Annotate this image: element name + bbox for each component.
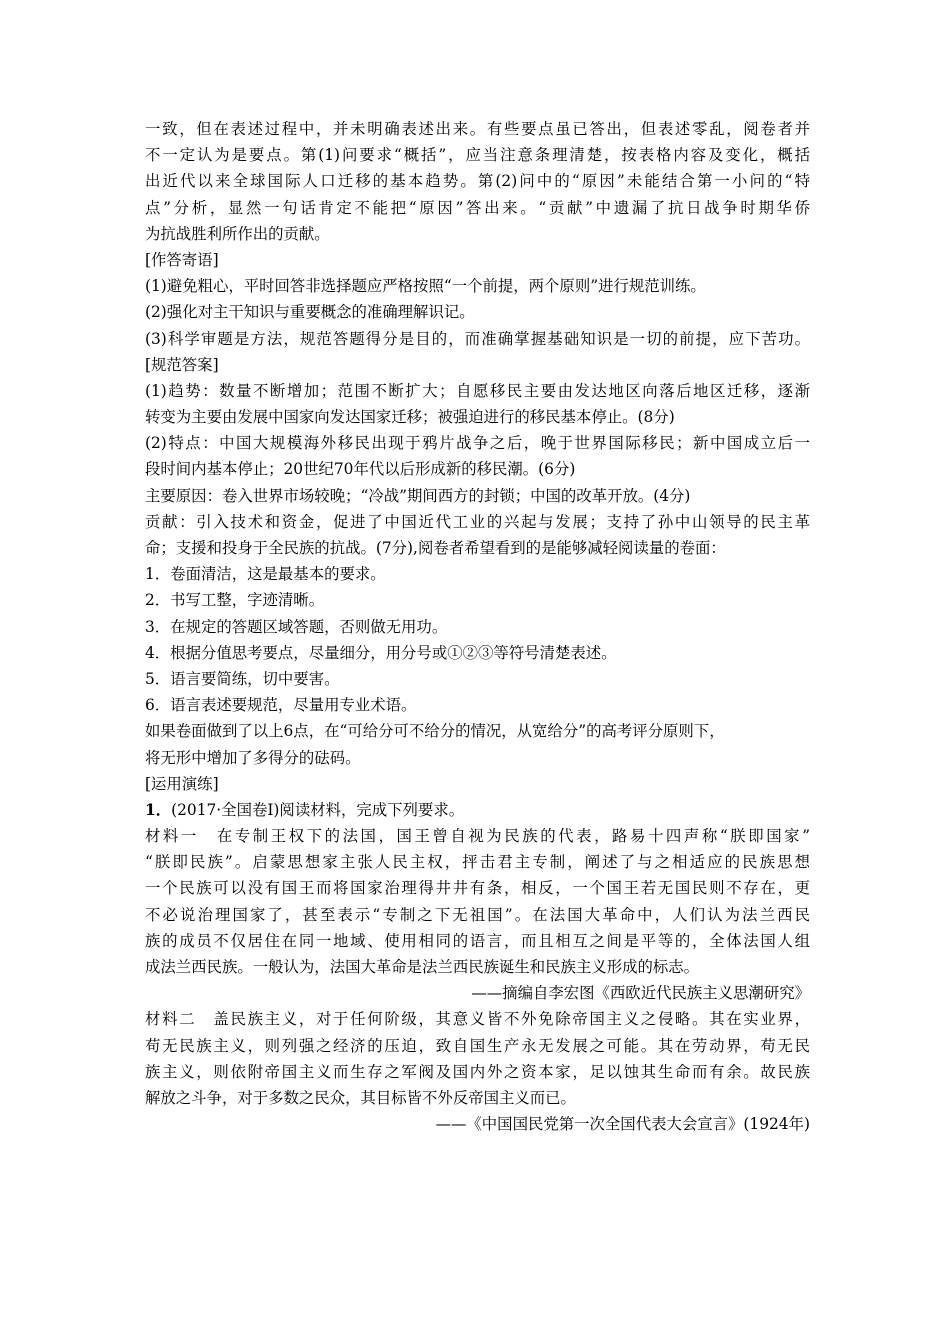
text-line: 贡献：引入技术和资金，促进了中国近代工业的兴起与发展；支持了孙中山领导的民主革 — [145, 512, 810, 531]
text-line: 点”分析，显然一句话肯定不能把“原因”答出来。“贡献”中遗漏了抗日战争时期华侨 — [145, 198, 810, 217]
section-heading: [规范答案] — [145, 355, 219, 374]
list-item: 4．根据分值思考要点，尽量细分，用分号或①②③等符号清楚表述。 — [145, 643, 617, 662]
text-line: 族主义，则依附帝国主义而生存之军阀及国内外之资本家，足以蚀其生命而有余。故民族 — [145, 1062, 810, 1081]
material-source: ——《中国国民党第一次全国代表大会宣言》(1924年) — [435, 1115, 810, 1134]
list-item: 2．书写工整，字迹清晰。 — [145, 591, 325, 610]
section-heading: [运用演练] — [145, 774, 219, 793]
text-line: 材料一 在专制王权下的法国，国王曾自视为民族的代表，路易十四声称“朕即国家” — [145, 827, 810, 846]
text-line: 段时间内基本停止；20世纪70年代以后形成新的移民潮。(6分) — [145, 460, 576, 479]
text-line: 将无形中增加了多得分的砝码。 — [145, 748, 361, 767]
text-line: 解放之斗争，对于多数之民众，其目标皆不外反帝国主义而已。 — [145, 1088, 576, 1107]
list-item: 6．语言表述要规范，尽量用专业术语。 — [145, 696, 417, 715]
text-line: “朕即民族”。启蒙思想家主张人民主权，抨击君主专制，阐述了与之相适应的民族思想 — [145, 853, 810, 872]
list-item: (2)强化对主干知识与重要概念的准确理解识记。 — [145, 303, 475, 322]
document-page — [145, 116, 810, 1137]
list-item: 1．卷面清洁，这是最基本的要求。 — [145, 565, 386, 584]
text-line: 苟无民族主义，则列强之经济的压迫，致自国生产永无发展之可能。其在劳动界，苟无民 — [145, 1036, 810, 1055]
text-line: 一致，但在表述过程中，并未明确表述出来。有些要点虽已答出，但表述零乱，阅卷者并 — [145, 120, 810, 138]
text-line: 如果卷面做到了以上6点，在“可给分可不给分的情况，从宽给分”的高考评分原则下， — [145, 722, 725, 741]
question-line — [145, 797, 810, 823]
text-line: 转变为主要由发展中国家向发达国家迁移；被强迫进行的移民基本停止。(8分) — [145, 408, 675, 427]
text-line: 族的成员不仅居住在同一地域、使用相同的语言，而且相互之间是平等的，全体法国人组 — [145, 931, 810, 950]
text-line: 不一定认为是要点。第(1)问要求“概括”，应当注意条理清楚，按表格内容及变化，概括 — [145, 146, 810, 165]
text-line: 不必说治理国家了，甚至表示“专制之下无祖国”。在法国大革命中，人们认为法兰西民 — [145, 905, 810, 924]
text-line: 为抗战胜利所作出的贡献。 — [145, 224, 330, 243]
text-line: (1)趋势：数量不断增加；范围不断扩大；自愿移民主要由发达地区向落后地区迁移，逐渐 — [145, 381, 810, 400]
material-one — [145, 823, 810, 1006]
text-line: 一个民族可以没有国王而将国家治理得井井有条，相反，一个国王若无国民则不存在，更 — [145, 879, 810, 898]
question-text: (2017·全国卷Ⅰ)阅读材料，完成下列要求。 — [171, 800, 465, 819]
advice-section — [145, 247, 810, 352]
list-item: (1)避免粗心，平时回答非选择题应严格按照“一个前提，两个原则”进行规范训练。 — [145, 277, 706, 296]
practice-section — [145, 771, 810, 1138]
section-heading: [作答寄语] — [145, 250, 219, 269]
text-line: 命；支援和投身于全民族的抗战。(7分),阅卷者希望看到的是能够减轻阅读量的卷面： — [145, 539, 726, 557]
text-line: 成法兰西民族。一般认为，法国大革命是法兰西民族诞生和民族主义形成的标志。 — [145, 958, 700, 976]
text-line: 主要原因：卷入世界市场较晚；“冷战”期间西方的封锁；中国的改革开放。(4分) — [145, 486, 691, 505]
list-item: 5．语言要简练，切中要害。 — [145, 669, 340, 688]
answer-section — [145, 352, 810, 771]
material-source: ——摘编自李宏图《西欧近代民族主义思潮研究》 — [471, 984, 810, 1003]
intro-paragraph — [145, 116, 810, 247]
list-item: 3．在规定的答题区域答题，否则做无用功。 — [145, 617, 448, 636]
question-number: 1． — [145, 800, 172, 819]
text-line: 材料二 盖民族主义，对于任何阶级，其意义皆不外免除帝国主义之侵略。其在实业界， — [145, 1010, 810, 1029]
text-line: (2)特点：中国大规模海外移民出现于鸦片战争之后，晚于世界国际移民；新中国成立后一 — [145, 434, 810, 453]
text-line: 出近代以来全球国际人口迁移的基本趋势。第(2)问中的“原因”未能结合第一小问的“特 — [145, 172, 810, 191]
list-item: (3)科学审题是方法，规范答题得分是目的，而准确掌握基础知识是一切的前提，应下苦功。 — [145, 329, 810, 348]
material-two — [145, 1006, 810, 1137]
